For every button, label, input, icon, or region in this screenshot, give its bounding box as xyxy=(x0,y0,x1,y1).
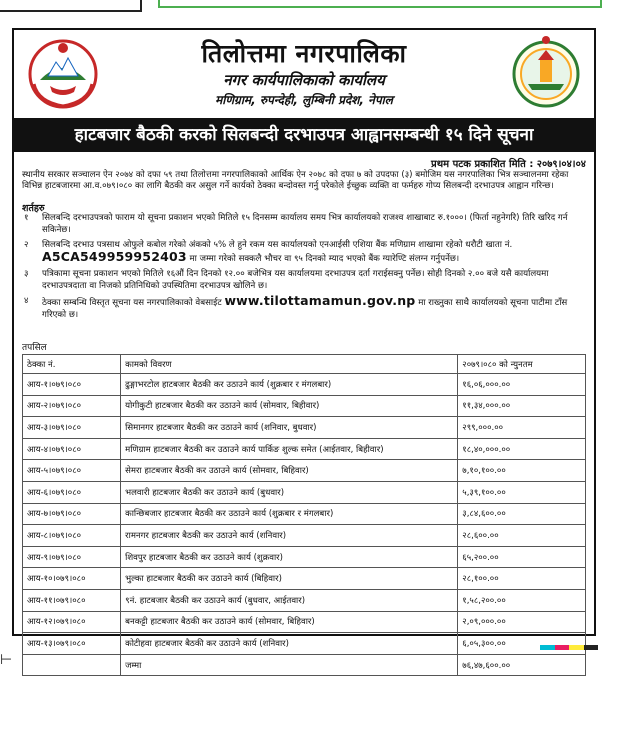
condition-number: २ xyxy=(24,240,29,250)
contract-number: आय-३।०७९।०८० xyxy=(23,417,121,439)
table-row xyxy=(23,374,586,396)
work-description: बनकट्टी हाटबजार बैठकी कर उठाउने कार्य (सोमवार, बिहिवार) xyxy=(121,611,458,633)
table-row xyxy=(23,503,586,525)
condition-text: ठेक्का सम्बन्धि विस्तृत सूचना यस नगरपालिकाको वेबसाईट xyxy=(42,298,222,308)
table-row xyxy=(23,525,586,547)
minimum-amount: ३,८४,६००.०० xyxy=(458,503,586,525)
work-description: योगीकुटी हाटबजार बैठकी कर उठाउने कार्य (सोमवार, बिहीवार) xyxy=(121,395,458,417)
public-notice xyxy=(12,28,596,671)
table-label: तपसिल xyxy=(22,343,47,353)
minimum-amount: ७,१०,१००.०० xyxy=(458,460,586,482)
minimum-amount: १,५८,२००.०० xyxy=(458,589,586,611)
table-row xyxy=(23,438,586,460)
column-header: ठेक्का नं. xyxy=(23,355,121,374)
work-description: कोटीहवा हाटबजार बैठकी कर उठाउने कार्य (शनिवार) xyxy=(121,633,458,655)
website-link[interactable]: www.tilottamamun.gov.np xyxy=(224,293,416,308)
notice-banner: हाटबजार बैठकी करको सिलबन्दी दरभाउपत्र आह्वानसम्बन्धी १५ दिने सूचना xyxy=(12,118,596,152)
work-description: मणिग्राम हाटबजार बैठकी कर उठाउने कार्य पार्किङ शुल्क समेत (आईतवार, बिहीवार) xyxy=(121,438,458,460)
office-name: नगर कार्यपालिकाको कार्यालय xyxy=(223,71,385,89)
crop-mark-icon: ⊢ xyxy=(0,652,13,668)
minimum-amount: ११,३४,०००.०० xyxy=(458,395,586,417)
tilottama-municipality-logo-icon xyxy=(512,34,580,112)
notice-header xyxy=(14,30,594,118)
table-row xyxy=(23,481,586,503)
work-description: भुल्का हाटबजार बैठकी कर उठाउने कार्य (बिहिवार) xyxy=(121,568,458,590)
table-row xyxy=(23,633,586,655)
work-description: सेमरा हाटबजार बैठकी कर उठाउने कार्य (सोमवार, बिहिवार) xyxy=(121,460,458,482)
contract-number: आय-४।०७९।०८० xyxy=(23,438,121,460)
minimum-amount: १८,४०,०००.०० xyxy=(458,438,586,460)
condition-number: ४ xyxy=(24,296,29,306)
work-description: शिवपुर हाटबजार बैठकी कर उठाउने कार्य (शुक्रवार) xyxy=(121,546,458,568)
minimum-amount: ६,०५,३००.०० xyxy=(458,633,586,655)
minimum-amount: २९९,०००.०० xyxy=(458,417,586,439)
intro-paragraph: स्थानीय सरकार सञ्चालन ऐन २०७४ को दफा ५९ तथा तिलोत्तमा नगरपालिकाको आर्थिक ऐन २०७८ को दफा ७ को उपदफा (३) बमोजिम यस नगरपालिका भित्र सञ्चालनमा रहेका विभिन्न हाटबजारमा आ.व.०७९।०८० का लागि बैठकी कर असुल गर्ने कार्यको ठेक्का बन्दोवस्त गर्नु परेकोले ईच्छुक व्यक्ति वा फर्महरु गोप्य सिलबन्दी दरभाउपत्र आह्वान गरिन्छ। xyxy=(22,170,569,191)
condition-item xyxy=(22,212,588,236)
contract-number: आय-५।०७९।०८० xyxy=(23,460,121,482)
condition-number: ३ xyxy=(24,269,29,279)
contract-number: आय-९।०७९।०८० xyxy=(23,546,121,568)
contract-table xyxy=(22,354,586,676)
table-row xyxy=(23,460,586,482)
office-address: मणिग्राम, रुपन्देही, लुम्बिनी प्रदेश, नेपाल xyxy=(215,93,393,107)
contract-number: आय-१३।०७९।०८० xyxy=(23,633,121,655)
contract-number: आय-८।०७९।०८० xyxy=(23,525,121,547)
table-row xyxy=(23,589,586,611)
column-header: २०७९।०८० को न्युनतम xyxy=(458,355,586,374)
minimum-amount: २८,१००.०० xyxy=(458,568,586,590)
condition-item xyxy=(22,295,588,321)
total-amount: ७६,४७,६००.०० xyxy=(458,654,586,676)
color-registration-strip xyxy=(540,645,598,650)
table-row xyxy=(23,611,586,633)
condition-item xyxy=(22,268,588,292)
work-description: कान्छिबजार हाटबजार बैठकी कर उठाउने कार्य (शुक्रबार र मंगलबार) xyxy=(121,503,458,525)
table-row xyxy=(23,568,586,590)
minimum-amount: २,०९,०००.०० xyxy=(458,611,586,633)
contract-number: आय-७।०७९।०८० xyxy=(23,503,121,525)
contract-number: आय-११।०७९।०८० xyxy=(23,589,121,611)
condition-number: १ xyxy=(24,213,29,223)
minimum-amount: १६,०६,०००.०० xyxy=(458,374,586,396)
minimum-amount: ५,३९,१००.०० xyxy=(458,481,586,503)
condition-text: मा राख्नुका साथै कार्यालयको सूचना पाटीमा टाँस गरिएको छ। xyxy=(42,298,568,320)
conditions-heading: शर्तहरु xyxy=(22,203,45,214)
conditions-list xyxy=(22,212,588,324)
minimum-amount: ६५,२००.०० xyxy=(458,546,586,568)
page-edge-mark-green xyxy=(158,0,602,8)
work-description: सिमानगर हाटबजार बैठकी कर उठाउने कार्य (शनिवार, बुधवार) xyxy=(121,417,458,439)
work-description: ९नं. हाटबजार बैठकी कर उठाउने कार्य (बुधवार, आईतवार) xyxy=(121,589,458,611)
contract-number: आय-१०।०७९।०८० xyxy=(23,568,121,590)
condition-text: पत्रिकामा सूचना प्रकाशन भएको मितिले १६औं दिन दिनको १२.०० बजेभित्र यस कार्यालयमा दरभाउपत्र दर्ता गराईसक्नु पर्नेछ। सोही दिनको २.०० बजे यसै कार्यालयमा दरभाउपत्रदाता वा निजको प्रतिनिधिको उपस्थितिमा दरभाउपत्र खोलिने छ। xyxy=(42,269,549,291)
work-description: भलवारी हाटबजार बैठकी कर उठाउने कार्य (बुधवार) xyxy=(121,481,458,503)
contract-number xyxy=(23,654,121,676)
total-label: जम्मा xyxy=(121,654,458,676)
page-edge-mark xyxy=(0,0,142,12)
table-row xyxy=(23,546,586,568)
minimum-amount: २८,६००.०० xyxy=(458,525,586,547)
publication-date: प्रथम पटक प्रकाशित मिति : २०७९।०४।०४ xyxy=(431,159,586,170)
work-description: रामनगर हाटबजार बैठकी कर उठाउने कार्य (शनिवार) xyxy=(121,525,458,547)
column-header: कामको विवरण xyxy=(121,355,458,374)
condition-text: सिलबन्दि दरभाउपत्रको फाराम यो सूचना प्रकाशन भएको मितिले १५ दिनसम्म कार्यालय समय भित्र कार्यालयको राजश्व शाखाबाट रु.१०००। (फिर्ता नहुनेगरि) तिरि खरिद गर्न सकिनेछ। xyxy=(42,213,568,235)
condition-item xyxy=(22,239,588,265)
contract-number: आय-१२।०७९।०८० xyxy=(23,611,121,633)
table-header-row xyxy=(23,355,586,374)
municipality-name: तिलोत्तमा नगरपालिका xyxy=(201,39,407,68)
condition-text: मा जम्मा गरेको सक्कलै भौचर वा ९५ दिनको म्याद भएको बैंक ग्यारेण्टि संलग्न गर्नुपर्नेछ। xyxy=(189,254,460,264)
condition-text: सिलबन्दि दरभाउ पत्रसाथ ओफुले कबोल गरेको अंकको ५% ले हुने रकम यस कार्यालयको एनआईसी एशिया बैंक मणिग्राम शाखामा रहेको धरौटी खाता नं. xyxy=(42,240,513,250)
table-row xyxy=(23,395,586,417)
contract-number: आय-६।०७९।०८० xyxy=(23,481,121,503)
contract-number: आय-२।०७९।०८० xyxy=(23,395,121,417)
contract-number: आय-१।०७९।०८० xyxy=(23,374,121,396)
work-description: ढुङ्गाभरटोल हाटबजार बैठकी कर उठाउने कार्य (शुक्रबार र मंगलबार) xyxy=(121,374,458,396)
table-row xyxy=(23,417,586,439)
table-total-row xyxy=(23,654,586,676)
deposit-account-number: A5CA549959952403 xyxy=(42,249,187,264)
